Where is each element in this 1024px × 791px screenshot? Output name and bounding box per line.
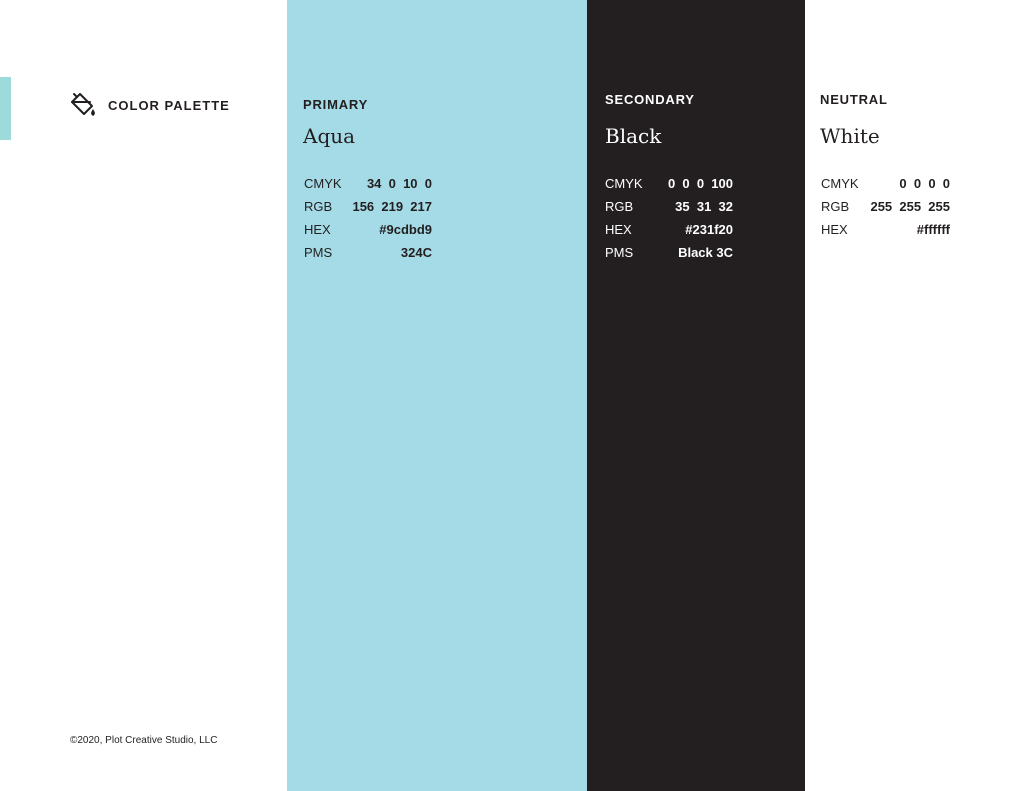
paint-bucket-icon bbox=[68, 90, 98, 120]
spec-row bbox=[821, 195, 950, 218]
swatch-label: PRIMARY bbox=[303, 97, 369, 112]
swatch-secondary bbox=[587, 0, 805, 791]
copyright: ©2020, Plot Creative Studio, LLC bbox=[70, 735, 218, 746]
swatch-label: NEUTRAL bbox=[820, 92, 888, 107]
spec-key: HEX bbox=[605, 222, 632, 237]
spec-row bbox=[304, 241, 432, 264]
spec-value: 156 219 217 bbox=[352, 199, 432, 214]
color-name: White bbox=[820, 124, 880, 148]
spec-row bbox=[304, 195, 432, 218]
swatch-primary bbox=[287, 0, 587, 791]
spec-key: RGB bbox=[304, 199, 333, 214]
spec-row bbox=[821, 218, 950, 241]
spec-value: #9cdbd9 bbox=[379, 222, 432, 237]
spec-value: 35 31 32 bbox=[675, 199, 733, 214]
spec-row bbox=[821, 172, 950, 195]
spec-value: 324C bbox=[400, 245, 432, 260]
spec-row bbox=[605, 172, 733, 195]
color-name: Aqua bbox=[303, 124, 356, 148]
spec-key: HEX bbox=[821, 222, 848, 237]
spec-value: 0 0 0 100 bbox=[667, 176, 733, 191]
spec-row bbox=[304, 172, 432, 195]
spec-value: 0 0 0 0 bbox=[899, 176, 950, 191]
spec-key: PMS bbox=[605, 245, 634, 260]
page-title: COLOR PALETTE bbox=[108, 97, 230, 113]
section-heading bbox=[68, 90, 230, 120]
spec-value: 255 255 255 bbox=[870, 199, 950, 214]
color-name: Black bbox=[605, 124, 662, 148]
spec-key: CMYK bbox=[304, 176, 342, 191]
spec-key: CMYK bbox=[821, 176, 859, 191]
spec-value: 34 0 10 0 bbox=[366, 176, 432, 191]
spec-value: #231f20 bbox=[685, 222, 733, 237]
accent-bar bbox=[0, 77, 11, 140]
spec-row bbox=[605, 241, 733, 264]
spec-value: #ffffff bbox=[916, 222, 950, 237]
spec-row bbox=[605, 195, 733, 218]
spec-row bbox=[605, 218, 733, 241]
spec-key: RGB bbox=[821, 199, 850, 214]
spec-key: HEX bbox=[304, 222, 331, 237]
spec-row bbox=[304, 218, 432, 241]
color-spec-table bbox=[821, 172, 950, 241]
spec-value: Black 3C bbox=[678, 245, 733, 260]
spec-key: CMYK bbox=[605, 176, 643, 191]
swatch-neutral bbox=[805, 0, 1024, 791]
color-spec-table bbox=[304, 172, 432, 264]
spec-key: PMS bbox=[304, 245, 333, 260]
spec-key: RGB bbox=[605, 199, 634, 214]
color-spec-table bbox=[605, 172, 733, 264]
swatch-label: SECONDARY bbox=[605, 92, 695, 107]
